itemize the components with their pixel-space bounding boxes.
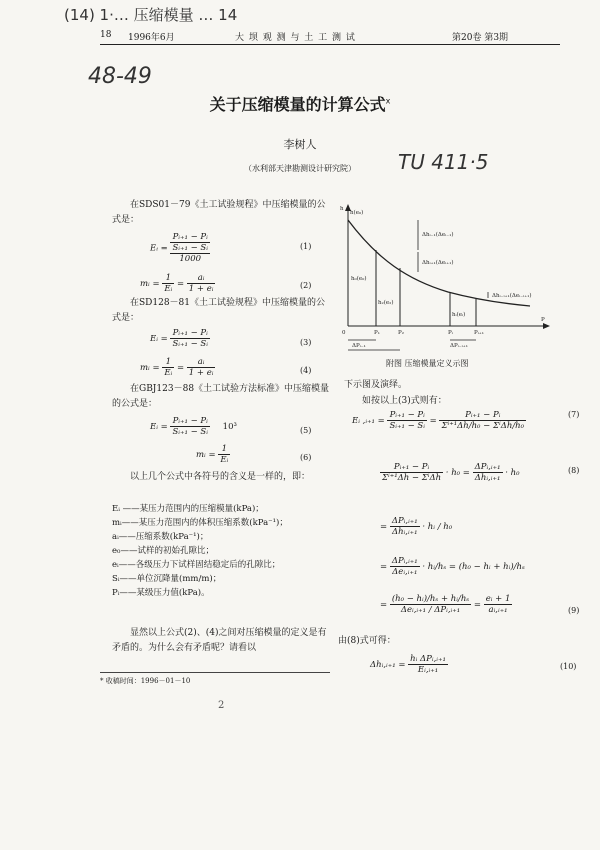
title-mark: x [385, 96, 391, 106]
equation-5-number: (5) [300, 426, 312, 435]
fig-origin: 0 [342, 330, 346, 336]
equation-4-number: (4) [300, 366, 312, 375]
equation-8: $\frac{\text{Pᵢ₊₁ − Pᵢ}}{\text{Σⁱ⁺¹Δh − ΣⁱΔh}}$ · h₀ = $\frac{\text{ΔPᵢ,ᵢ₊₁}}{\text{Δhᵢ,ᵢ₊₁}}$ · h₀ [382, 462, 520, 483]
right-paragraph-2: 如按以上(3)式则有： [362, 396, 447, 406]
header-page-number: 18 [100, 30, 112, 40]
left-paragraph-3: 在GBJ123－88《土工试验方法标准》中压缩模量的公式是： [112, 384, 330, 409]
definition-item: Sᵢ——单位沉降量(mm/m)； [112, 574, 222, 584]
equation-3-number: (3) [300, 338, 312, 347]
fig-label: ΔPᵢ₋₁ [352, 343, 366, 349]
fig-label: Pᵢ [448, 330, 453, 336]
header-journal: 大 坝 观 测 与 土 工 测 试 [235, 33, 356, 43]
left-paragraph-1: 在SDS01－79《土工试验规程》中压缩模量的公式是： [112, 200, 326, 225]
left-paragraph-5: 显然以上公式(2)、(4)之间对压缩模量的定义是有矛盾的。为什么会有矛盾呢？请看以 [112, 628, 327, 653]
definition-item: Pᵢ——某级压力值(kPa)。 [112, 588, 210, 598]
equation-9-number: (9) [568, 606, 580, 615]
definition-item: aᵢ——压缩系数(kPa⁻¹)； [112, 532, 209, 542]
equation-10: Δhᵢ,ᵢ₊₁ = $\frac{\text{hᵢ ΔPᵢ,ᵢ₊₁}}{\text{Eᵢ,ᵢ₊₁}}$ [370, 654, 446, 675]
handwritten-top-marks: (14) 1·… 压缩模量 … 14 [64, 6, 238, 24]
equation-8b: = $\frac{\text{ΔPᵢ,ᵢ₊₁}}{\text{Δhᵢ,ᵢ₊₁}}$ · hᵢ / h₀ [380, 516, 453, 537]
fig-label: Δhᵢ₊₁(Δeᵢ₊₁) [422, 260, 454, 266]
author-affiliation: （水利部天津勘测设计研究院） [244, 164, 356, 173]
definition-item: e₀——试样的初始孔隙比； [112, 546, 214, 556]
fig-axis-h: h [340, 206, 344, 212]
equation-2: mᵢ = $\frac{1}{\text{Eᵢ}}$ = $\frac{\text{aᵢ}}{\text{1 + eᵢ}}$ [140, 273, 214, 294]
header-volume: 第20卷 第3期 [452, 33, 509, 43]
compression-figure [338, 200, 558, 372]
handwritten-class-code: TU 411·5 [398, 150, 489, 174]
fig-label: Δhᵢ₋ᵢ₊₁(Δeᵢ₋ᵢ₊₁) [492, 293, 532, 299]
fig-label: P₂ [398, 330, 404, 336]
definition-item: mᵢ——某压力范围内的体积压缩系数(kPa⁻¹)； [112, 518, 288, 528]
symbol-definitions [112, 502, 330, 600]
equation-6-number: (6) [300, 453, 312, 462]
fig-label: h₀(e₀) [351, 276, 367, 282]
equation-1: Eᵢ = Pᵢ₊₁ − Pᵢ Sᵢ₊₁ − Sᵢ 1000 [150, 232, 208, 264]
handwritten-page-code: 48-49 [88, 64, 152, 89]
left-paragraph-2: 在SD128－81《土工试验规程》中压缩模量的公式是： [112, 298, 326, 323]
equation-1-number: (1) [300, 242, 312, 251]
definition-item: eᵢ——各级压力下试样固结稳定后的孔隙比； [112, 560, 281, 570]
bottom-mark: 2 [218, 700, 225, 711]
figure-caption: 附图 压缩模量定义示图 [386, 359, 469, 368]
equation-8c: = $\frac{\text{ΔPᵢ,ᵢ₊₁}}{\text{Δeᵢ,ᵢ₊₁}}$ · hᵢ/hₛ = (h₀ − hᵢ + hᵢ)/hₛ [380, 556, 525, 577]
footnote: * 收稿时间：1996－01－10 [100, 672, 330, 686]
fig-label: ΔPᵢ₋ᵢ₊₁ [450, 343, 468, 349]
fig-label: hᵢ(eᵢ) [452, 312, 466, 318]
header-date: 1996年6月 [128, 33, 175, 43]
equation-10-number: (10) [560, 662, 577, 671]
title-text: 关于压缩模量的计算公式 [209, 95, 386, 114]
equation-3: Eᵢ = $\frac{\text{Pᵢ₊₁ − Pᵢ}}{\text{Sᵢ₊₁ − Sᵢ}}$ [150, 328, 208, 349]
fig-label: P₁ [374, 330, 380, 336]
right-paragraph-1: 下示图及演绎。 [344, 380, 408, 390]
left-paragraph-4: 以上几个公式中各符号的含义是一样的，即： [130, 472, 311, 482]
equation-8-number: (8) [568, 466, 580, 475]
running-header [100, 30, 560, 45]
fig-label: h₂(e₂) [378, 300, 394, 306]
right-paragraph-3: 由(8)式可得： [338, 636, 396, 646]
article-title [0, 92, 600, 115]
equation-5: Eᵢ = $\frac{\text{Pᵢ₊₁ − Pᵢ}}{\text{Sᵢ₊₁ − Sᵢ}}$ 10³ [150, 416, 237, 437]
fig-label: Pᵢ₊₁ [474, 330, 484, 336]
fig-axis-p: P [541, 317, 545, 323]
author-name: 李树人 [283, 138, 317, 151]
equation-7-number: (7) [568, 410, 580, 419]
equation-9: = $\frac{\text{(h₀ − hᵢ)/hₛ + hᵢ/hₛ}}{\text{Δeᵢ,ᵢ₊₁ / ΔPᵢ,ᵢ₊₁}}$ = $\frac{\text{eᵢ + 1}}{\text{aᵢ,ᵢ₊₁}}$ [380, 594, 511, 615]
fig-label: Δhᵢ₋₁(Δeᵢ₋₁) [422, 232, 454, 238]
equation-6: mᵢ = $\frac{1}{\text{Eᵢ}}$ [196, 444, 229, 465]
definition-item: Eᵢ ——某压力范围内的压缩模量(kPa)； [112, 504, 264, 514]
equation-4: mᵢ = $\frac{1}{\text{Eᵢ}}$ = $\frac{\text{aᵢ}}{\text{1 + eᵢ}}$ [140, 357, 214, 378]
equation-2-number: (2) [300, 281, 312, 290]
equation-7: Eᵢ ,ᵢ₊₁ = $\frac{\text{Pᵢ₊₁ − Pᵢ}}{\text{Sᵢ₊₁ − Sᵢ}}$ = $\frac{\text{Pᵢ₊₁ − Pᵢ}}{\text{Σⁱ⁺¹Δh/h₀ − ΣⁱΔh/h₀}}$ [352, 410, 525, 431]
p-axis-arrow [543, 323, 550, 329]
fig-label: h(e₀) [350, 210, 364, 216]
